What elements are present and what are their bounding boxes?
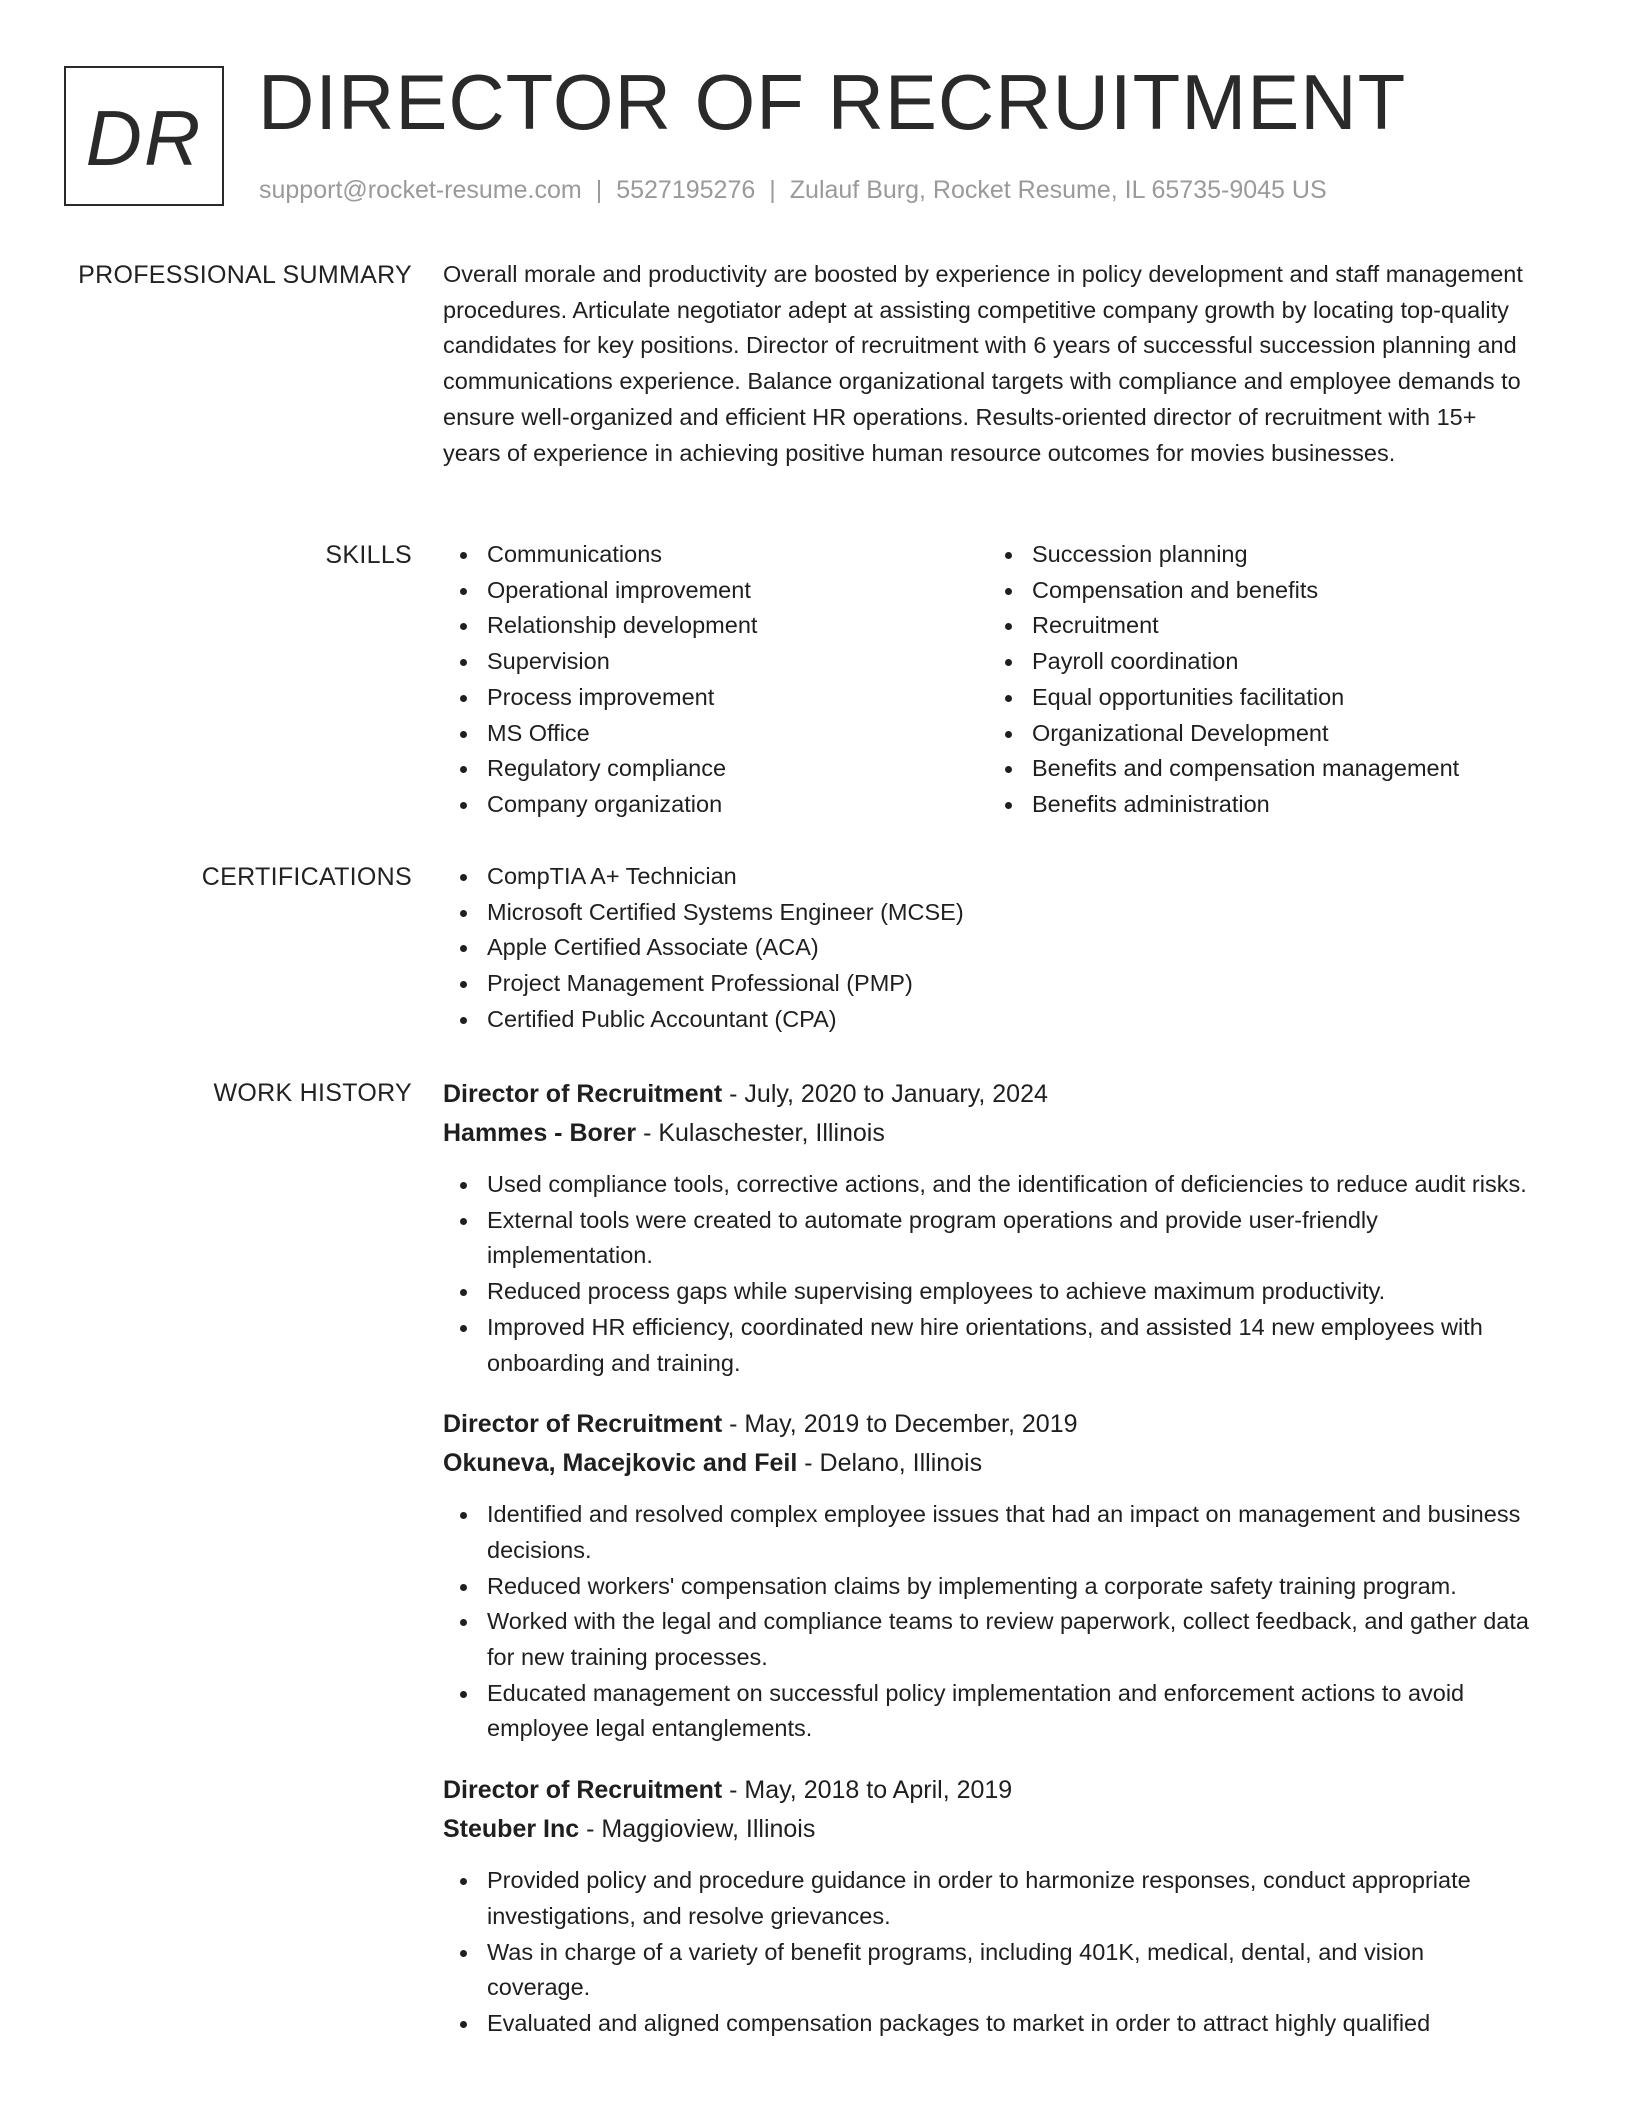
job-role: Director of Recruitment (443, 1410, 723, 1439)
job-bullet: Educated management on successful policy implementation and enforcement actions to avoid employee legal entanglements. (443, 1676, 1533, 1747)
monogram-box (64, 66, 224, 206)
section-label-summary: PROFESSIONAL SUMMARY (78, 261, 412, 289)
job-entry (443, 1771, 1533, 2042)
monogram-initials: DR (85, 94, 203, 182)
contact-separator: | (769, 176, 776, 204)
job-bullet: Was in charge of a variety of benefit programs, including 401K, medical, dental, and vision coverage. (443, 1935, 1533, 2006)
skill-item: Recruitment (988, 608, 1533, 644)
job-title-line (443, 1075, 1533, 1114)
skill-item: MS Office (443, 716, 988, 752)
skill-item: Organizational Development (988, 716, 1533, 752)
skill-item: Benefits and compensation management (988, 751, 1533, 787)
job-role: Director of Recruitment (443, 1776, 723, 1805)
contact-phone: 5527195276 (616, 176, 756, 204)
job-bullet: Evaluated and aligned compensation packages to market in order to attract highly qualified (443, 2006, 1533, 2042)
summary-text: Overall morale and productivity are boosted by experience in policy development and staff management procedures. Articulate negotiator adept at assisting competitive company growth by locating top-quality candidates for key positions. Director of recruitment with 6 years of successful succession planning and communications experience. Balance organizational targets with compliance and employee demands to ensure well-organized and efficient HR operations. Results-oriented director of recruitment with 15+ years of experience in achieving positive human resource outcomes for movies businesses. (443, 261, 1523, 466)
job-bullet: Provided policy and procedure guidance in order to harmonize responses, conduct appropriate investigations, and resolve grievances. (443, 1863, 1533, 1934)
skill-item: Succession planning (988, 537, 1533, 573)
skill-item: Communications (443, 537, 988, 573)
job-entry (443, 1405, 1533, 1747)
job-bullet: External tools were created to automate program operations and provide user-friendly implementation. (443, 1203, 1533, 1274)
job-bullet: Reduced process gaps while supervising employees to achieve maximum productivity. (443, 1274, 1533, 1310)
certifications-body (443, 859, 1533, 1038)
skill-item: Process improvement (443, 680, 988, 716)
skills-list-left (443, 537, 988, 823)
job-role: Director of Recruitment (443, 1080, 723, 1108)
job-bullets (443, 1863, 1533, 2042)
job-bullets (443, 1167, 1533, 1381)
skills-body (443, 537, 1533, 823)
job-bullets (443, 1497, 1533, 1747)
skills-columns (443, 537, 1533, 823)
contact-email: support@rocket-resume.com (259, 176, 582, 204)
skill-item: Benefits administration (988, 787, 1533, 823)
job-dates: - May, 2019 to December, 2019 (722, 1410, 1078, 1439)
job-title-line (443, 1405, 1533, 1444)
job-company-line (443, 1114, 1533, 1153)
contact-separator: | (595, 176, 603, 204)
job-title-line (443, 1771, 1533, 1810)
skill-item: Equal opportunities facilitation (988, 680, 1533, 716)
certification-item: Microsoft Certified Systems Engineer (MCSE) (443, 895, 1533, 931)
section-label-work-history: WORK HISTORY (213, 1079, 412, 1107)
job-company: Hammes - Borer (443, 1119, 637, 1147)
job-dates: - July, 2020 to January, 2024 (722, 1080, 1048, 1108)
job-bullet: Reduced workers' compensation claims by implementing a corporate safety training program. (443, 1569, 1533, 1605)
skill-item: Compensation and benefits (988, 573, 1533, 609)
contact-line (259, 174, 1327, 207)
job-bullet: Used compliance tools, corrective actions, and the identification of deficiencies to reduce audit risks. (443, 1167, 1533, 1203)
job-location: - Kulaschester, Illinois (636, 1119, 885, 1147)
job-company: Steuber Inc (443, 1815, 580, 1844)
job-bullet: Improved HR efficiency, coordinated new hire orientations, and assisted 14 new employees with onboarding and training. (443, 1310, 1533, 1381)
skills-list-right (988, 537, 1533, 823)
section-label-certifications: CERTIFICATIONS (201, 863, 412, 891)
job-bullet: Identified and resolved complex employee issues that had an impact on management and business decisions. (443, 1497, 1533, 1568)
certification-item: CompTIA A+ Technician (443, 859, 1533, 895)
job-bullet: Worked with the legal and compliance teams to review paperwork, collect feedback, and gather data for new training processes. (443, 1604, 1533, 1675)
job-entry (443, 1075, 1533, 1381)
skill-item: Company organization (443, 787, 988, 823)
job-location: - Delano, Illinois (797, 1449, 983, 1478)
job-company-line (443, 1444, 1533, 1483)
job-dates: - May, 2018 to April, 2019 (722, 1776, 1013, 1805)
job-company-line (443, 1810, 1533, 1849)
skill-item: Relationship development (443, 608, 988, 644)
page-title: DIRECTOR OF RECRUITMENT (258, 58, 1407, 146)
work-history-body (443, 1075, 1533, 2066)
skill-item: Supervision (443, 644, 988, 680)
skill-item: Payroll coordination (988, 644, 1533, 680)
contact-address: Zulauf Burg, Rocket Resume, IL 65735-9045 US (789, 176, 1327, 204)
certification-item: Apple Certified Associate (ACA) (443, 930, 1533, 966)
job-location: - Maggioview, Illinois (579, 1815, 816, 1844)
skill-item: Operational improvement (443, 573, 988, 609)
summary-body (443, 257, 1533, 471)
certification-item: Project Management Professional (PMP) (443, 966, 1533, 1002)
certifications-list (443, 859, 1533, 1038)
skill-item: Regulatory compliance (443, 751, 988, 787)
job-company: Okuneva, Macejkovic and Feil (443, 1449, 798, 1478)
certification-item: Certified Public Accountant (CPA) (443, 1002, 1533, 1038)
section-label-skills: SKILLS (325, 541, 412, 569)
